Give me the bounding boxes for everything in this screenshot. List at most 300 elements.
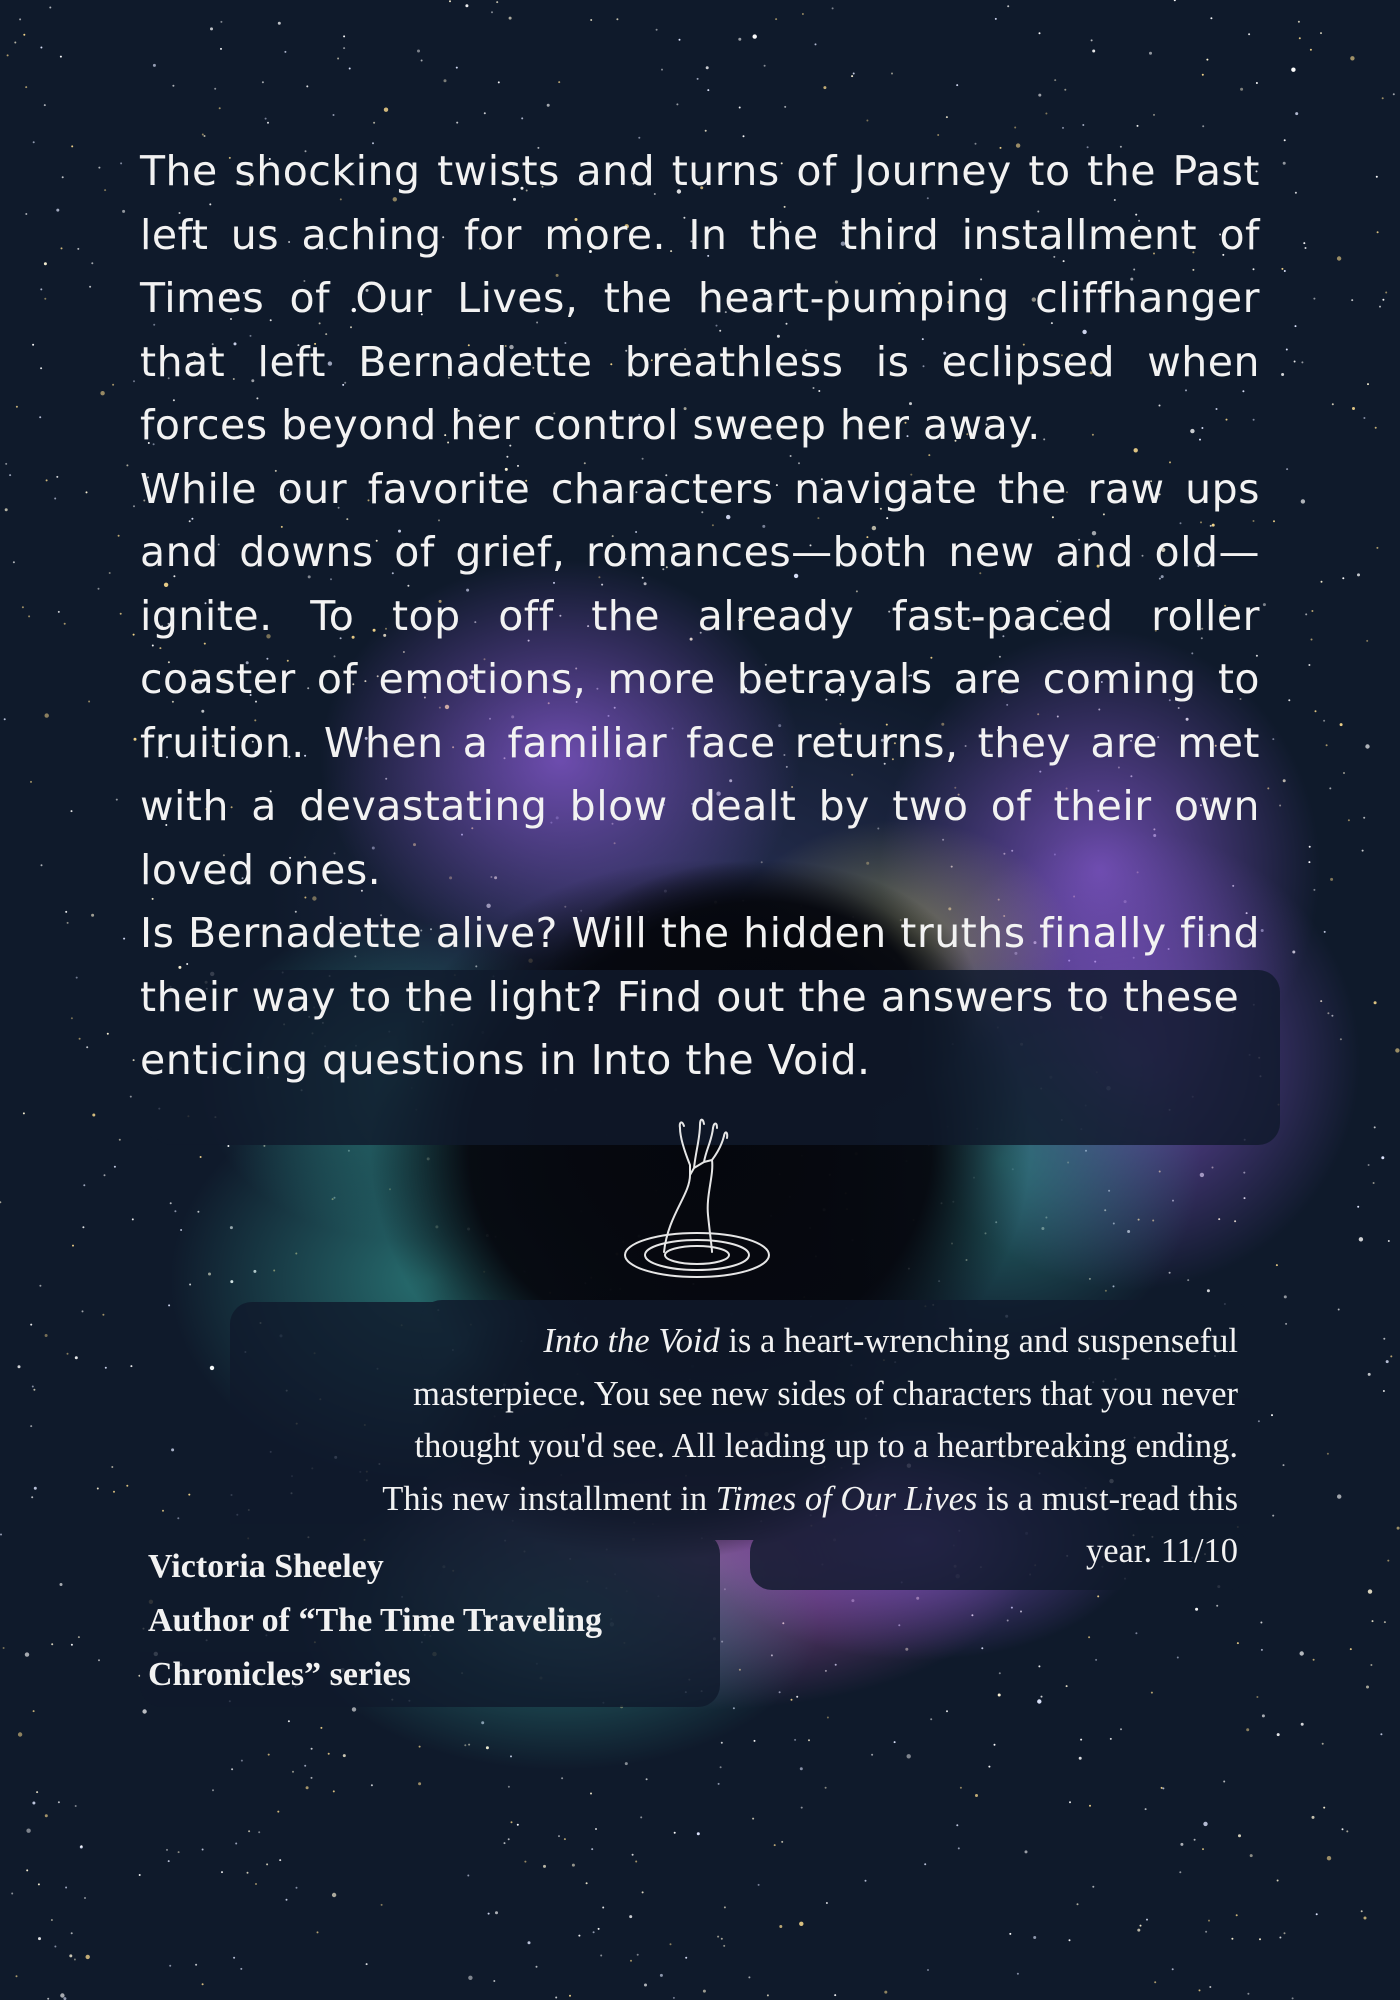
- star: [284, 51, 286, 53]
- star: [801, 1807, 803, 1809]
- star: [133, 1059, 135, 1061]
- star: [72, 1245, 74, 1247]
- star: [1379, 306, 1381, 308]
- star: [116, 799, 118, 801]
- star: [178, 1851, 180, 1853]
- star: [40, 288, 42, 290]
- star: [317, 1931, 319, 1933]
- star: [240, 1968, 242, 1970]
- star: [561, 1777, 563, 1779]
- star: [1312, 1816, 1315, 1819]
- star: [22, 606, 24, 608]
- star: [495, 1911, 498, 1914]
- star: [373, 122, 375, 124]
- star: [1377, 231, 1379, 233]
- star: [111, 1466, 113, 1468]
- star: [564, 1838, 566, 1840]
- star: [758, 1884, 760, 1886]
- star: [328, 1753, 330, 1755]
- star: [343, 35, 345, 37]
- star: [995, 18, 997, 20]
- star: [1357, 1206, 1359, 1208]
- star: [1351, 299, 1353, 301]
- star: [1069, 1801, 1071, 1803]
- star: [799, 1922, 803, 1926]
- star: [1137, 1929, 1140, 1932]
- star: [75, 1805, 77, 1807]
- star: [590, 1793, 592, 1795]
- star: [36, 1791, 38, 1793]
- star: [202, 1983, 204, 1985]
- star: [233, 1957, 235, 1959]
- star: [1363, 417, 1365, 419]
- star: [468, 1976, 472, 1980]
- star: [58, 1801, 60, 1803]
- star: [286, 1899, 288, 1901]
- star: [1206, 59, 1208, 61]
- star: [102, 1314, 104, 1316]
- star: [1041, 1696, 1043, 1698]
- star: [739, 107, 741, 109]
- star: [1007, 5, 1009, 7]
- star: [39, 1285, 41, 1287]
- star: [100, 391, 104, 395]
- star: [521, 117, 523, 119]
- star: [1069, 1939, 1071, 1941]
- star: [956, 84, 958, 86]
- star: [1350, 1648, 1352, 1650]
- star: [1367, 383, 1369, 385]
- star: [1281, 268, 1283, 270]
- star: [1375, 427, 1377, 429]
- star: [83, 1184, 85, 1186]
- star: [1180, 1843, 1183, 1846]
- star: [1380, 1733, 1382, 1735]
- star: [88, 701, 90, 703]
- star: [1256, 82, 1258, 84]
- star: [1352, 407, 1355, 410]
- star: [1089, 1805, 1091, 1807]
- star: [1014, 127, 1016, 129]
- star: [16, 406, 18, 408]
- star: [1195, 1608, 1198, 1611]
- star: [946, 1710, 948, 1712]
- star: [381, 1904, 383, 1906]
- star: [1363, 817, 1365, 819]
- star: [1374, 1126, 1376, 1128]
- star: [1326, 744, 1328, 746]
- star: [221, 1871, 223, 1873]
- star: [30, 781, 32, 783]
- star: [1295, 325, 1297, 327]
- star: [311, 1748, 313, 1750]
- star: [1283, 1464, 1285, 1466]
- star: [1179, 1871, 1181, 1873]
- star: [74, 1959, 76, 1961]
- star: [98, 1659, 100, 1661]
- star: [1092, 50, 1095, 53]
- star: [56, 476, 58, 478]
- star: [247, 1872, 249, 1874]
- star: [1337, 256, 1341, 260]
- star: [1299, 37, 1301, 39]
- star: [1033, 1936, 1036, 1939]
- star: [1340, 723, 1343, 726]
- star: [32, 1386, 34, 1388]
- star: [555, 1997, 557, 1999]
- star: [4, 718, 6, 720]
- star: [97, 1488, 99, 1490]
- star: [508, 1786, 510, 1788]
- star: [40, 47, 42, 49]
- star: [825, 1787, 827, 1789]
- star: [815, 43, 817, 45]
- star: [120, 613, 122, 615]
- star: [998, 1694, 1001, 1697]
- star: [1368, 1373, 1371, 1376]
- star: [703, 1990, 706, 1993]
- star: [1259, 1938, 1261, 1940]
- star: [67, 1353, 69, 1355]
- star: [640, 1816, 642, 1818]
- star: [1313, 1659, 1315, 1661]
- star: [98, 588, 100, 590]
- star: [1338, 1309, 1340, 1311]
- star: [153, 64, 156, 67]
- star: [168, 1860, 170, 1862]
- star: [45, 1334, 48, 1337]
- star: [202, 1849, 204, 1851]
- star: [748, 1976, 750, 1978]
- star: [30, 1425, 32, 1427]
- star: [71, 1932, 73, 1934]
- star: [767, 1994, 769, 1996]
- star: [779, 1925, 782, 1928]
- star: [133, 634, 135, 636]
- star: [1079, 1757, 1082, 1760]
- book-blurb: [140, 140, 1260, 1093]
- star: [794, 1739, 796, 1741]
- star: [1062, 127, 1064, 129]
- star: [1387, 1560, 1389, 1562]
- star: [1194, 1839, 1196, 1841]
- star: [5, 508, 8, 511]
- star: [1284, 1295, 1287, 1298]
- star: [142, 1709, 146, 1713]
- star: [493, 1980, 495, 1982]
- star: [598, 1928, 600, 1930]
- star: [1388, 1240, 1390, 1242]
- star: [60, 56, 62, 58]
- star: [718, 1783, 720, 1785]
- star: [25, 86, 27, 88]
- star: [1202, 74, 1204, 76]
- star: [168, 1304, 170, 1306]
- star: [1315, 710, 1317, 712]
- star: [674, 1832, 676, 1834]
- star: [86, 1046, 88, 1048]
- star: [118, 535, 120, 537]
- review-line: masterpiece. You see new sides of characters that you never: [413, 1374, 1238, 1413]
- star: [64, 623, 66, 625]
- star: [109, 572, 111, 574]
- star: [498, 81, 500, 83]
- star: [808, 1739, 810, 1741]
- star: [1383, 1390, 1385, 1392]
- star: [54, 498, 56, 500]
- star: [107, 1033, 109, 1035]
- star: [717, 1936, 719, 1938]
- star: [1145, 1808, 1147, 1810]
- star: [1247, 1993, 1249, 1995]
- star: [1162, 1787, 1164, 1789]
- star: [660, 1974, 663, 1977]
- star: [1320, 32, 1322, 34]
- star: [988, 1766, 990, 1768]
- blurb-paragraph: The shocking twists and turns of Journey to the Past left us aching for more. In the third installment of Times of Our Lives, the heart-pumping cliffhanger that left Bernadette breathless is eclipsed when forces beyond her control sweep her away.: [140, 147, 1260, 449]
- star: [67, 922, 69, 924]
- star: [1372, 1620, 1374, 1622]
- star: [418, 1782, 421, 1785]
- star: [1038, 1665, 1040, 1667]
- star: [1038, 94, 1041, 97]
- star: [956, 1824, 958, 1826]
- star: [673, 1997, 675, 1999]
- star: [120, 162, 122, 164]
- star: [65, 1887, 67, 1889]
- star: [724, 1906, 726, 1908]
- star: [1231, 1938, 1233, 1940]
- star: [49, 7, 51, 9]
- star: [84, 1897, 86, 1899]
- star: [60, 1993, 64, 1997]
- star: [456, 122, 458, 124]
- star: [1301, 1723, 1304, 1726]
- star: [34, 1487, 37, 1490]
- star: [865, 1880, 867, 1882]
- star: [18, 1732, 22, 1736]
- star: [1284, 270, 1286, 272]
- star: [132, 1218, 134, 1220]
- star: [38, 1883, 40, 1885]
- star: [705, 130, 707, 132]
- star: [754, 1740, 756, 1742]
- star: [851, 75, 853, 77]
- star: [258, 1831, 260, 1833]
- star: [1261, 1649, 1263, 1651]
- star: [1250, 1854, 1253, 1857]
- star: [33, 141, 35, 143]
- star: [488, 1913, 490, 1915]
- star: [337, 58, 339, 60]
- star: [14, 42, 16, 44]
- star: [44, 104, 46, 106]
- star: [23, 34, 25, 36]
- star: [1291, 68, 1295, 72]
- star: [311, 1777, 313, 1779]
- star: [41, 864, 43, 866]
- star: [1045, 113, 1047, 115]
- star: [456, 67, 458, 69]
- star: [960, 1787, 962, 1789]
- star: [18, 1365, 21, 1368]
- star: [71, 1017, 73, 1019]
- star: [39, 416, 41, 418]
- star: [61, 247, 63, 249]
- star: [1311, 639, 1313, 641]
- star: [1223, 1781, 1225, 1783]
- star: [133, 380, 135, 382]
- star: [417, 50, 420, 53]
- star: [104, 189, 106, 191]
- star: [268, 1754, 270, 1756]
- star: [1149, 52, 1152, 55]
- star: [999, 1672, 1001, 1674]
- star: [994, 1744, 996, 1746]
- star: [1146, 1919, 1148, 1921]
- star: [1295, 112, 1298, 115]
- star: [265, 118, 267, 120]
- star: [16, 1975, 18, 1977]
- star: [104, 1174, 106, 1176]
- star: [1357, 573, 1360, 576]
- star: [586, 1882, 588, 1884]
- star: [320, 1727, 322, 1729]
- star: [1382, 97, 1384, 99]
- star: [894, 1741, 896, 1743]
- star: [212, 1789, 214, 1791]
- review-quote: [160, 1315, 1238, 1578]
- star: [632, 1854, 634, 1856]
- star: [1311, 610, 1313, 612]
- star: [349, 68, 351, 70]
- star: [590, 19, 592, 21]
- star: [130, 1096, 132, 1098]
- star: [65, 911, 67, 913]
- star: [834, 1994, 836, 1996]
- star: [82, 1226, 84, 1228]
- star: [105, 1367, 107, 1369]
- star: [884, 1991, 887, 1994]
- star: [465, 4, 468, 7]
- review-series-title: Times of Our Lives: [715, 1479, 978, 1518]
- star: [262, 81, 264, 83]
- star: [231, 1768, 233, 1770]
- star: [1236, 1914, 1238, 1916]
- star: [54, 1946, 56, 1948]
- star: [123, 938, 125, 940]
- star: [1271, 1414, 1273, 1416]
- star: [1258, 1420, 1260, 1422]
- star: [204, 135, 206, 137]
- star: [1359, 1237, 1363, 1241]
- star: [697, 1832, 700, 1835]
- star: [1366, 1686, 1369, 1689]
- star: [591, 1848, 593, 1850]
- star: [1120, 1728, 1122, 1730]
- star: [1210, 17, 1212, 19]
- star: [1300, 1651, 1304, 1655]
- star: [7, 54, 9, 56]
- star: [1205, 1931, 1207, 1933]
- star: [81, 1845, 83, 1847]
- star: [44, 262, 47, 265]
- star: [292, 1771, 294, 1773]
- star: [774, 1844, 776, 1846]
- star: [38, 1937, 41, 1940]
- star: [1137, 125, 1139, 127]
- star: [26, 1829, 30, 1833]
- star: [51, 1919, 53, 1921]
- star: [635, 1861, 637, 1863]
- star: [802, 13, 804, 15]
- star: [1308, 664, 1310, 666]
- star: [9, 474, 11, 476]
- star: [92, 1114, 95, 1117]
- star: [31, 1496, 33, 1498]
- star: [1310, 49, 1312, 51]
- star: [578, 1935, 580, 1937]
- star: [1385, 292, 1387, 294]
- star: [1390, 1355, 1392, 1357]
- star: [975, 1794, 978, 1797]
- star: [1384, 1621, 1386, 1623]
- star: [1316, 1913, 1318, 1915]
- star: [333, 114, 335, 116]
- star: [1373, 1182, 1375, 1184]
- reviewer-credential: Chronicles” series: [148, 1656, 411, 1693]
- star: [738, 38, 741, 41]
- star: [1161, 1787, 1163, 1789]
- star: [1237, 1642, 1239, 1644]
- star: [723, 1945, 725, 1947]
- star: [421, 60, 423, 62]
- star: [75, 1356, 78, 1359]
- star: [946, 116, 948, 118]
- star: [1208, 1920, 1210, 1922]
- star: [1110, 1738, 1112, 1740]
- star: [278, 22, 281, 25]
- star: [1248, 33, 1250, 35]
- blurb-paragraph: While our favorite characters navigate the raw ups and downs of grief, romances—both new and old—ignite. To top off the already fast-paced roller coaster of emotions, more betrayals are coming to fruition. When a familiar face returns, they are met with a devastating blow dealt by two of their own loved ones.: [140, 464, 1260, 894]
- star: [826, 1902, 828, 1904]
- star: [343, 1754, 346, 1757]
- star: [1092, 1886, 1094, 1888]
- star: [113, 1491, 115, 1493]
- star: [220, 48, 222, 50]
- star: [572, 1864, 575, 1867]
- star: [784, 106, 786, 108]
- star: [524, 1861, 526, 1863]
- star: [219, 107, 221, 109]
- star: [174, 1210, 176, 1212]
- star: [122, 210, 125, 213]
- star: [1054, 79, 1056, 81]
- star: [743, 135, 745, 137]
- star: [800, 1767, 803, 1770]
- star: [661, 69, 663, 71]
- star: [1286, 349, 1288, 351]
- star: [781, 1841, 783, 1843]
- star: [642, 1891, 644, 1893]
- star: [1337, 1494, 1341, 1498]
- star: [306, 1786, 309, 1789]
- star: [371, 1784, 373, 1786]
- star: [1080, 1739, 1082, 1741]
- star: [1343, 772, 1345, 774]
- star: [114, 1166, 116, 1168]
- star: [1277, 1733, 1280, 1736]
